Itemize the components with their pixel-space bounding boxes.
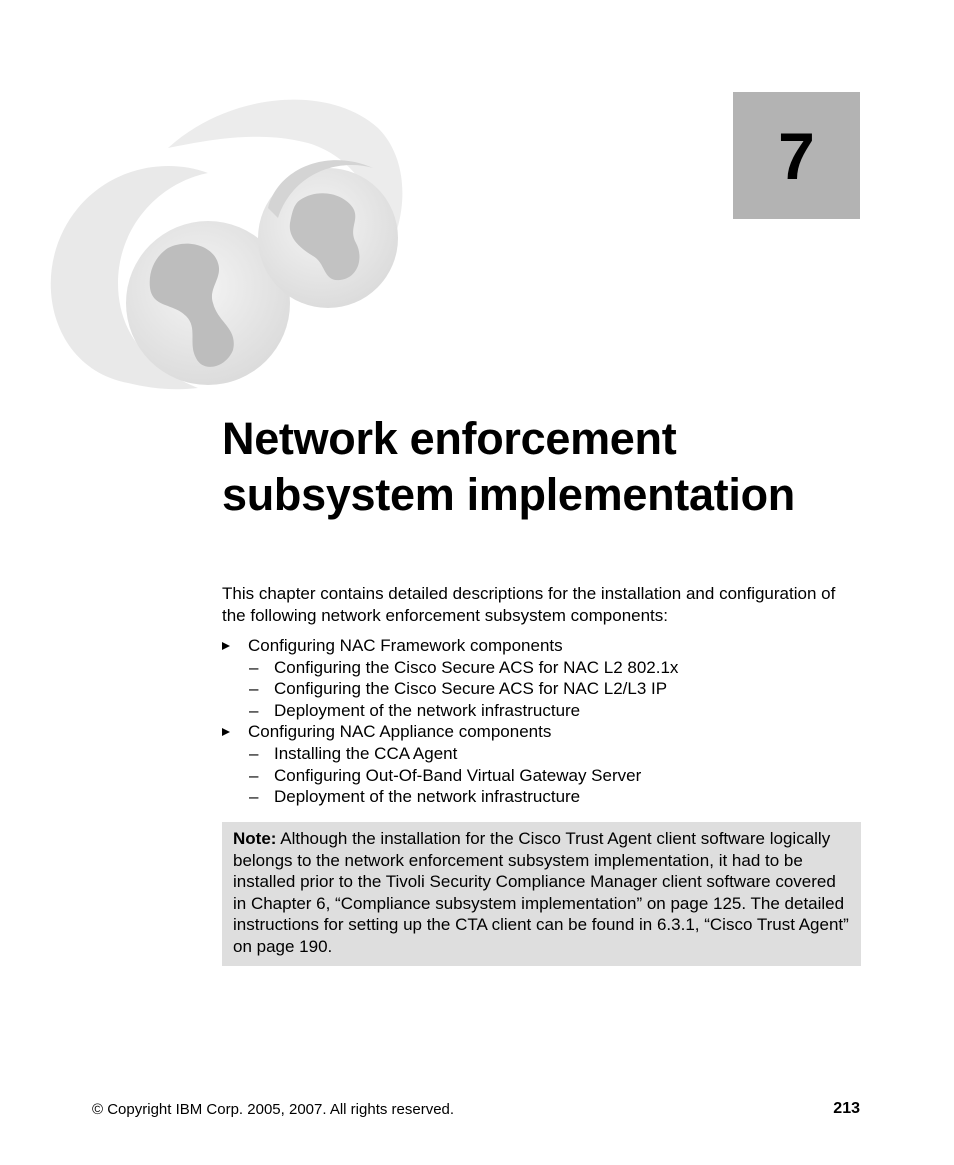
- list-subitem-label: Configuring the Cisco Secure ACS for NAC L2/L3 IP: [274, 679, 668, 699]
- list-subitem: [222, 678, 862, 700]
- list-subitem: [222, 657, 862, 679]
- intro-paragraph: This chapter contains detailed descriptions for the installation and configuration of the following network enforcement subsystem components:: [222, 584, 836, 625]
- list-item: [222, 635, 862, 657]
- triangle-bullet-icon: [222, 728, 230, 736]
- list-subitem-label: Configuring the Cisco Secure ACS for NAC L2 802.1x: [274, 657, 679, 677]
- chapter-title: [222, 411, 795, 523]
- list-subitem-label: Deployment of the network infrastructure: [274, 787, 581, 807]
- note-box: [222, 822, 861, 966]
- dash-bullet: –: [249, 679, 259, 699]
- list-subitem: [222, 786, 862, 808]
- dash-bullet: –: [249, 700, 259, 720]
- list-subitem-label: Deployment of the network infrastructure: [274, 700, 581, 720]
- chapter-number-box: [733, 92, 860, 219]
- list-subitem: [222, 743, 862, 765]
- dash-bullet: –: [249, 765, 259, 785]
- triangle-bullet-icon: [222, 642, 230, 650]
- list-subitem-label: Installing the CCA Agent: [274, 743, 458, 763]
- component-list: [222, 635, 862, 808]
- list-subitem-label: Configuring Out-Of-Band Virtual Gateway Server: [274, 765, 642, 785]
- copyright-notice: © Copyright IBM Corp. 2005, 2007. All rights reserved.: [92, 1101, 455, 1118]
- list-item-label: Configuring NAC Appliance components: [248, 722, 552, 742]
- dash-bullet: –: [249, 787, 259, 807]
- chapter-title-line-2: subsystem implementation: [222, 469, 795, 520]
- chapter-title-line-1: Network enforcement: [222, 413, 677, 464]
- list-item-label: Configuring NAC Framework components: [248, 636, 563, 655]
- page-number: 213: [833, 1100, 860, 1117]
- dash-bullet: –: [249, 743, 259, 763]
- list-subitem: [222, 700, 862, 722]
- dash-bullet: –: [249, 657, 259, 677]
- globe-logo-icon: [38, 88, 418, 393]
- list-subitem: [222, 765, 862, 787]
- list-item: [222, 721, 862, 743]
- note-label: Note:: [233, 829, 277, 848]
- note-text: Although the installation for the Cisco Trust Agent client software logically belongs to the network enforcement subsystem implementation, it had to be installed prior to the Tivoli Security Compliance Manager client software covered in Chapter 6, “Compliance subsystem implementation” on page 125. The detailed instructions for setting up the CTA client can be found in 6.3.1, “Cisco Trust Agent” on page 190.: [233, 829, 849, 956]
- chapter-number: 7: [778, 118, 815, 193]
